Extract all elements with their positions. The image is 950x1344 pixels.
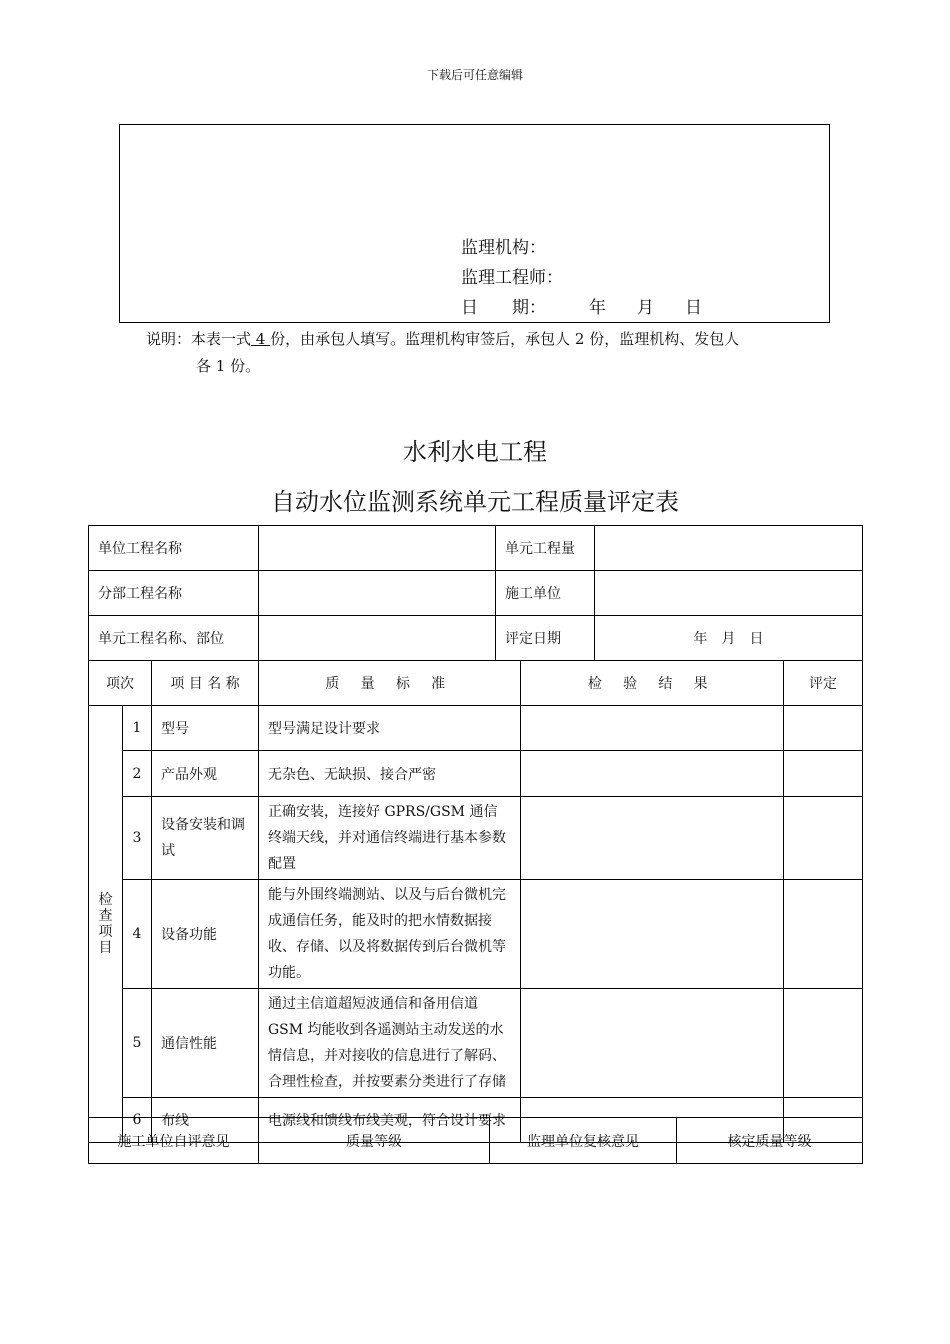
- row-name: 设备安装和调试: [152, 797, 259, 880]
- col-result: 检 验 结 果: [521, 661, 784, 706]
- supervisor-review-label: 监理单位复核意见: [490, 1118, 677, 1164]
- table-row: [89, 880, 863, 989]
- table-row: [89, 989, 863, 1098]
- row-rating-field[interactable]: [784, 880, 863, 989]
- row-result-field[interactable]: [521, 706, 784, 751]
- row-no: 1: [123, 706, 152, 751]
- month-label: 月: [637, 298, 654, 318]
- row-name: 通信性能: [152, 989, 259, 1098]
- note-line2: 各 1 份。: [196, 357, 261, 375]
- row-no: 3: [123, 797, 152, 880]
- row-no: 5: [123, 989, 152, 1098]
- row-result-field[interactable]: [521, 989, 784, 1098]
- form-title-line2: 自动水位监测系统单元工程质量评定表: [271, 488, 679, 516]
- header-note: 下载后可任意编辑: [426, 68, 523, 82]
- row-standard: 通过主信道超短波通信和备用信道 GSM 均能收到各遥测站主动发送的水情信息，并对接收的信息进行了解码、合理性检查，并按要素分类进行了存储: [259, 989, 521, 1098]
- division-project-field[interactable]: [259, 571, 496, 616]
- division-project-label: 分部工程名称: [89, 571, 259, 616]
- element-project-field[interactable]: [259, 616, 496, 661]
- project-info-table: [88, 525, 863, 661]
- row-result-field[interactable]: [521, 880, 784, 989]
- row-rating-field[interactable]: [784, 797, 863, 880]
- row-rating-field[interactable]: [784, 706, 863, 751]
- self-eval-label: 施工单位自评意见: [89, 1118, 259, 1164]
- row-name: 产品外观: [152, 751, 259, 797]
- table-row: [89, 706, 863, 751]
- signature-date-line: [461, 293, 702, 318]
- row-standard: 型号满足设计要求: [259, 706, 521, 751]
- contractor-label: 施工单位: [496, 571, 595, 616]
- row-rating-field[interactable]: [784, 989, 863, 1098]
- eval-date-label: 评定日期: [496, 616, 595, 661]
- unit-project-label: 单位工程名称: [89, 526, 259, 571]
- year-label: 年: [589, 298, 606, 318]
- table-header-row: [89, 661, 863, 706]
- row-no: 2: [123, 751, 152, 797]
- quality-grade-label: 质量等级: [259, 1118, 490, 1164]
- row-no: 4: [123, 880, 152, 989]
- contractor-field[interactable]: [595, 571, 863, 616]
- unit-project-field[interactable]: [259, 526, 496, 571]
- note-line1-rest: 份，由承包人填写。监理机构审签后，承包人 2 份，监理机构、发包人: [270, 330, 740, 348]
- row-no: 6: [123, 1098, 152, 1143]
- eval-date-field[interactable]: 年 月 日: [595, 616, 863, 661]
- footer-table: [88, 1117, 863, 1164]
- supervisor-org-label: 监理机构：: [461, 238, 546, 258]
- row-standard: 能与外围终端测站、以及与后台微机完成通信任务，能及时的把水情数据接收、存储、以及将数据传到后台微机等功能。: [259, 880, 521, 989]
- approved-grade-label: 核定质量等级: [677, 1118, 863, 1164]
- element-project-label: 单元工程名称、部位: [89, 616, 259, 661]
- supervisor-signature-box: [119, 124, 830, 323]
- note-copy-count: 4: [251, 330, 271, 348]
- inspection-table: [88, 660, 863, 1143]
- form-note: [146, 326, 826, 380]
- date-label: 日 期：: [461, 298, 546, 318]
- col-standard: 质 量 标 准: [259, 661, 521, 706]
- row-name: 型号: [152, 706, 259, 751]
- col-item-no: 项次: [89, 661, 152, 706]
- row-name: 设备功能: [152, 880, 259, 989]
- form-title-line1: 水利水电工程: [403, 438, 547, 466]
- row-result-field[interactable]: [521, 751, 784, 797]
- supervisor-engineer-label: 监理工程师：: [461, 268, 563, 288]
- table-row: [89, 797, 863, 880]
- col-item-name: 项 目 名 称: [152, 661, 259, 706]
- table-row: [89, 751, 863, 797]
- unit-quantity-field[interactable]: [595, 526, 863, 571]
- note-prefix: 说明：本表一式: [146, 330, 252, 348]
- row-name: 布线: [152, 1098, 259, 1143]
- col-rating: 评定: [784, 661, 863, 706]
- row-standard: 无杂色、无缺损、接合严密: [259, 751, 521, 797]
- day-label: 日: [685, 298, 702, 318]
- group-label-check-items: 检查项目: [89, 706, 123, 1143]
- unit-quantity-label: 单元工程量: [496, 526, 595, 571]
- row-rating-field[interactable]: [784, 751, 863, 797]
- row-standard: 正确安装，连接好 GPRS/GSM 通信终端天线，并对通信终端进行基本参数配置: [259, 797, 521, 880]
- row-standard: 电源线和馈线布线美观，符合设计要求: [259, 1098, 521, 1143]
- row-result-field[interactable]: [521, 797, 784, 880]
